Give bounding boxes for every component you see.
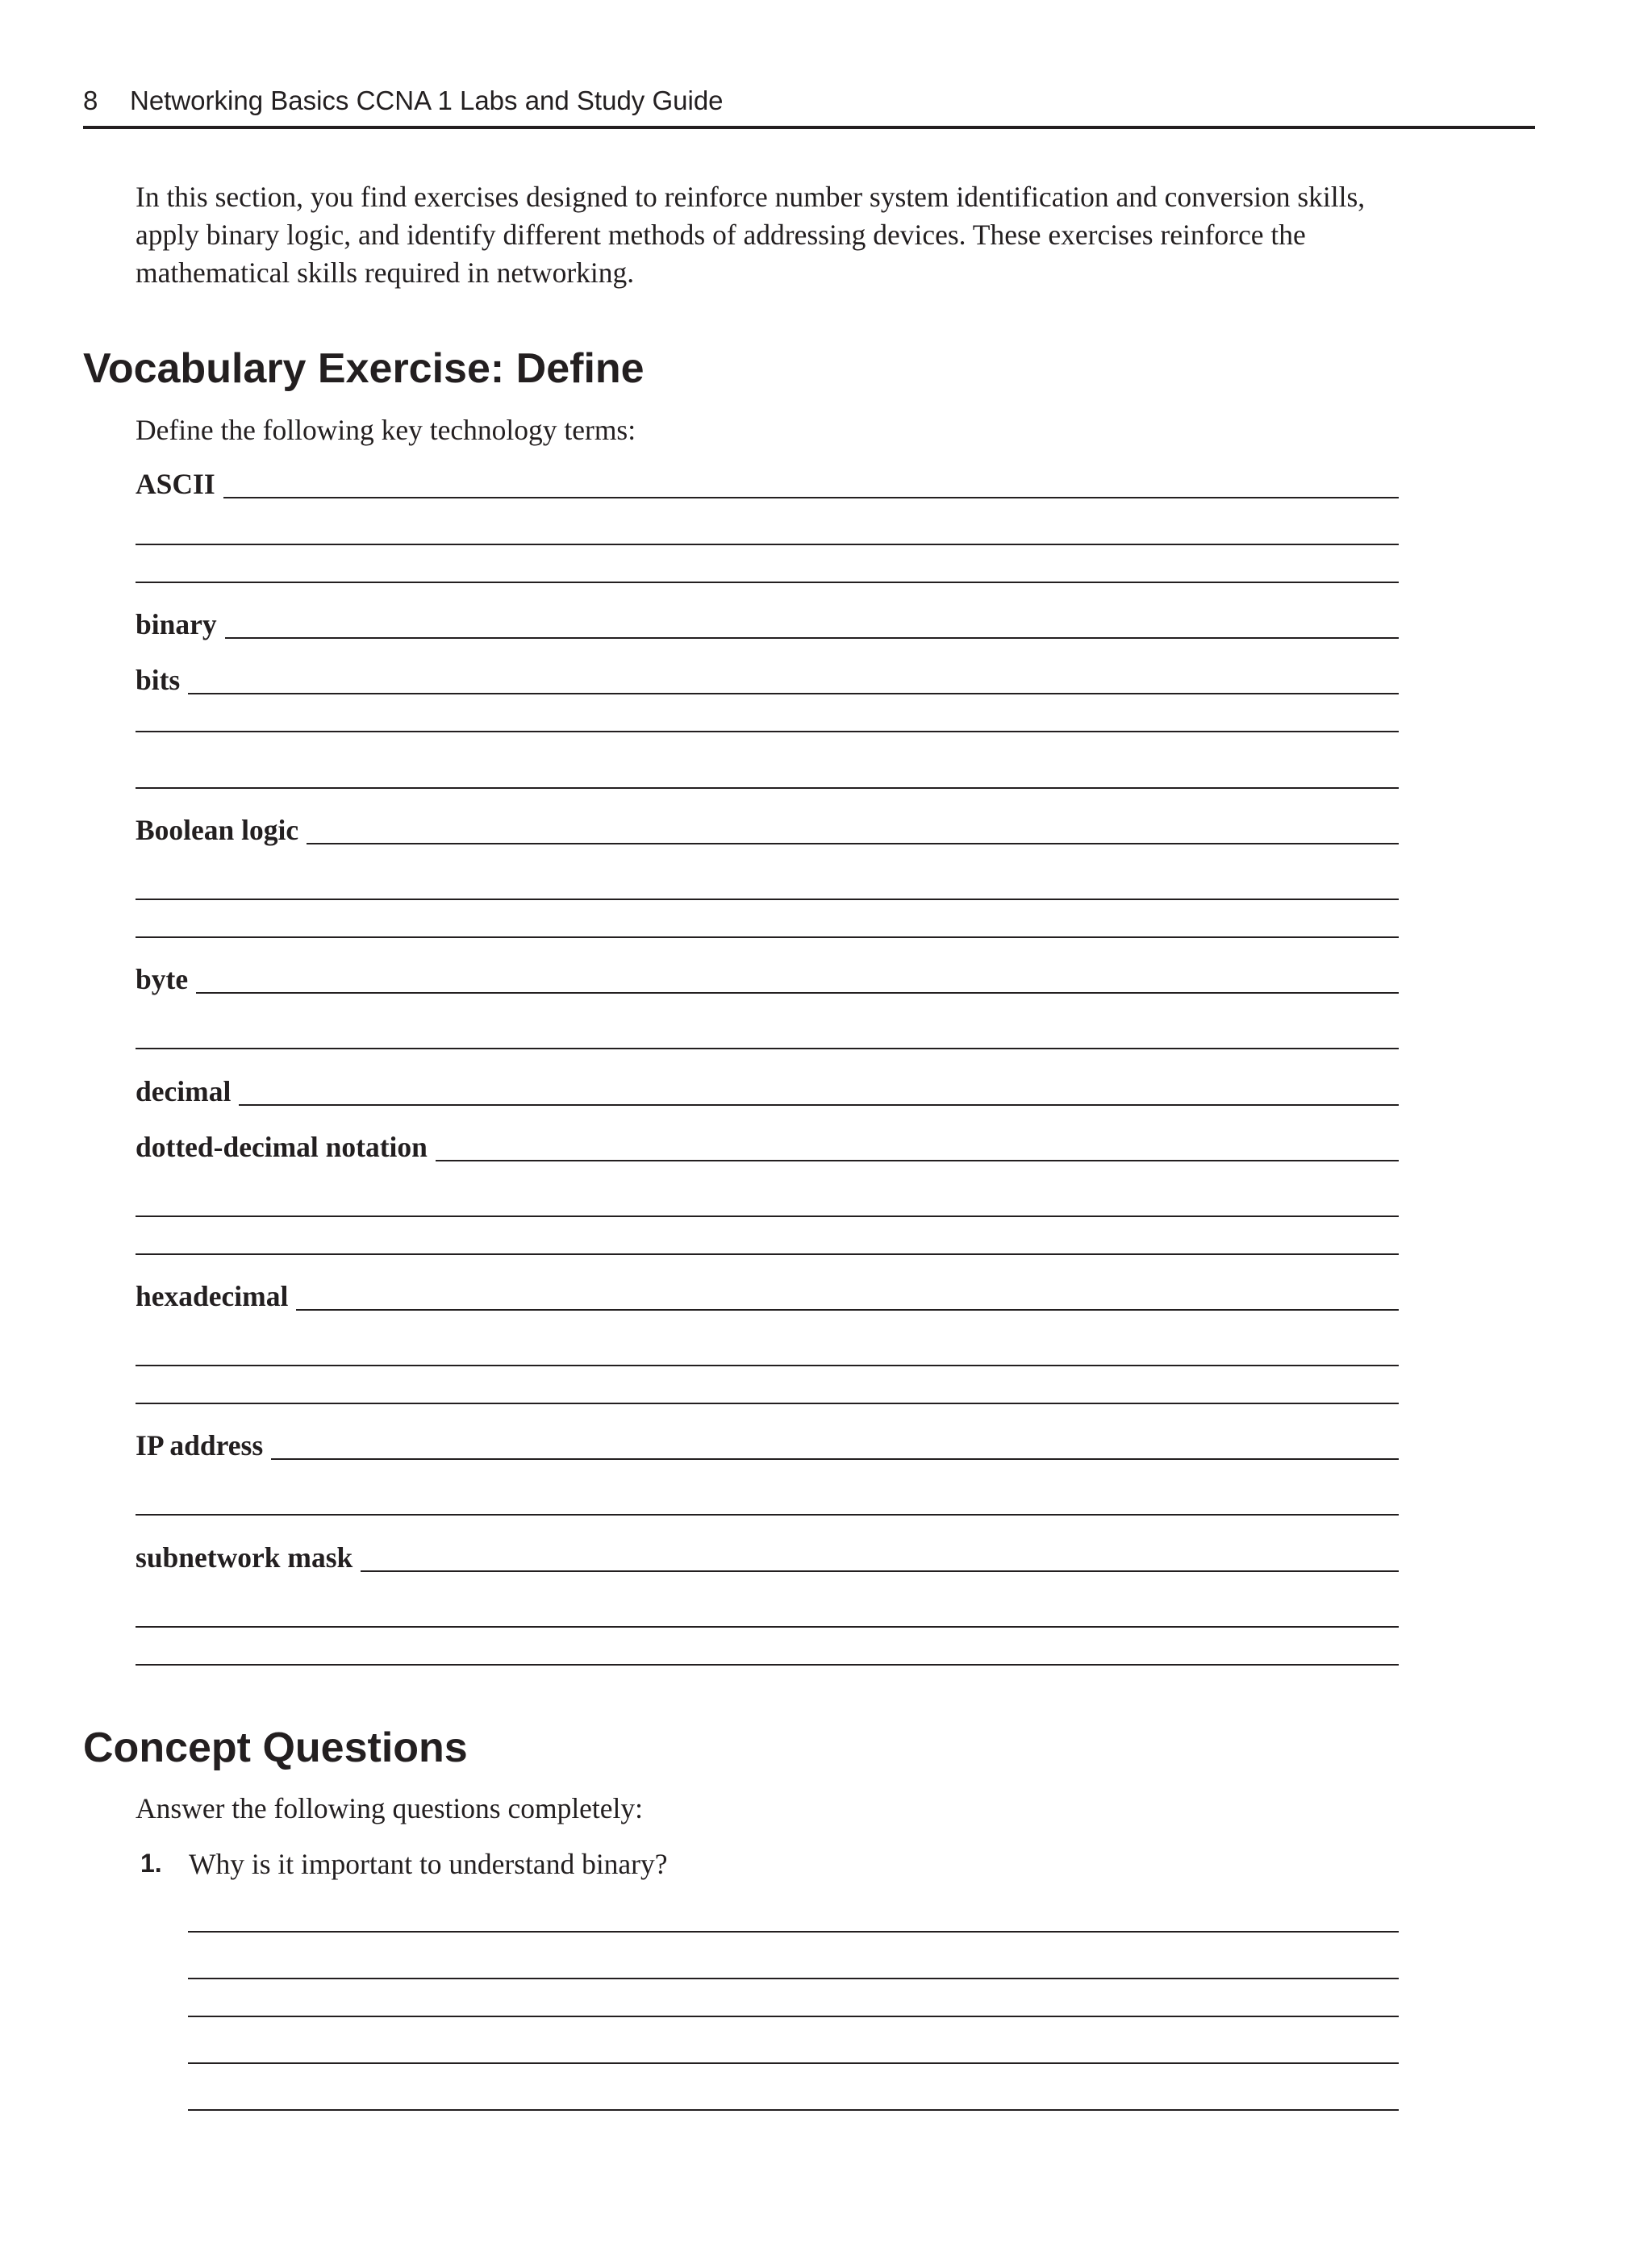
answer-line[interactable] bbox=[188, 1931, 1399, 1933]
answer-line[interactable] bbox=[307, 841, 1399, 844]
answer-line[interactable] bbox=[136, 1215, 1399, 1217]
book-title: Networking Basics CCNA 1 Labs and Study Guide bbox=[130, 85, 724, 115]
answer-line[interactable] bbox=[223, 495, 1399, 498]
answer-line[interactable] bbox=[136, 899, 1399, 900]
term-row-ascii bbox=[136, 468, 1399, 500]
answer-line[interactable] bbox=[136, 1365, 1399, 1366]
concept-questions-heading: Concept Questions bbox=[83, 1724, 468, 1771]
term-label: bits bbox=[136, 664, 181, 696]
intro-paragraph: In this section, you find exercises designed to reinforce number system identification and conversion skills, apply binary logic, and identify different methods of addressing devices. These exercises reinforce the mathematical skills required in networking. bbox=[136, 181, 1366, 289]
answer-line[interactable] bbox=[136, 1514, 1399, 1516]
answer-line[interactable] bbox=[136, 1626, 1399, 1628]
answer-line[interactable] bbox=[136, 787, 1399, 789]
answer-line[interactable] bbox=[296, 1307, 1399, 1311]
answer-line[interactable] bbox=[196, 990, 1399, 994]
term-label: dotted-decimal notation bbox=[136, 1131, 428, 1163]
vocabulary-heading: Vocabulary Exercise: Define bbox=[83, 345, 645, 392]
answer-line[interactable] bbox=[188, 691, 1399, 694]
answer-line[interactable] bbox=[361, 1569, 1399, 1572]
answer-line[interactable] bbox=[136, 1253, 1399, 1255]
term-label: ASCII bbox=[136, 468, 215, 500]
answer-line[interactable] bbox=[136, 936, 1399, 938]
term-label: byte bbox=[136, 963, 189, 995]
concept-instructions: Answer the following questions completely: bbox=[136, 1792, 644, 1824]
term-label: decimal bbox=[136, 1075, 232, 1107]
term-label: binary bbox=[136, 608, 217, 640]
term-label: Boolean logic bbox=[136, 814, 299, 846]
term-label: IP address bbox=[136, 1429, 264, 1461]
term-row-dotted-decimal-notation bbox=[136, 1131, 1399, 1163]
vocabulary-instructions: Define the following key technology terms: bbox=[136, 414, 636, 446]
answer-line[interactable] bbox=[188, 2016, 1399, 2017]
answer-line[interactable] bbox=[136, 1048, 1399, 1049]
term-row-binary bbox=[136, 608, 1399, 640]
term-label: hexadecimal bbox=[136, 1280, 289, 1312]
question-text: Why is it important to understand binary? bbox=[189, 1848, 668, 1880]
answer-line[interactable] bbox=[136, 731, 1399, 732]
answer-line[interactable] bbox=[188, 2062, 1399, 2064]
answer-line[interactable] bbox=[136, 1403, 1399, 1404]
answer-line[interactable] bbox=[271, 1457, 1399, 1460]
term-row-byte bbox=[136, 963, 1399, 995]
answer-line[interactable] bbox=[239, 1103, 1399, 1106]
answer-line[interactable] bbox=[436, 1158, 1399, 1161]
term-row-ip-address bbox=[136, 1429, 1399, 1461]
term-row-subnetwork-mask bbox=[136, 1541, 1399, 1574]
answer-line[interactable] bbox=[188, 2109, 1399, 2111]
term-row-boolean-logic bbox=[136, 814, 1399, 846]
answer-line[interactable] bbox=[225, 636, 1399, 639]
running-header bbox=[83, 81, 1535, 129]
answer-line[interactable] bbox=[136, 582, 1399, 583]
answer-line[interactable] bbox=[188, 1978, 1399, 1979]
term-row-bits bbox=[136, 664, 1399, 696]
page-number: 8 bbox=[83, 85, 98, 115]
term-row-decimal bbox=[136, 1075, 1399, 1107]
term-row-hexadecimal bbox=[136, 1280, 1399, 1312]
term-label: subnetwork mask bbox=[136, 1541, 353, 1574]
question-number: 1. bbox=[140, 1849, 162, 1878]
answer-line[interactable] bbox=[136, 544, 1399, 545]
answer-line[interactable] bbox=[136, 1664, 1399, 1666]
